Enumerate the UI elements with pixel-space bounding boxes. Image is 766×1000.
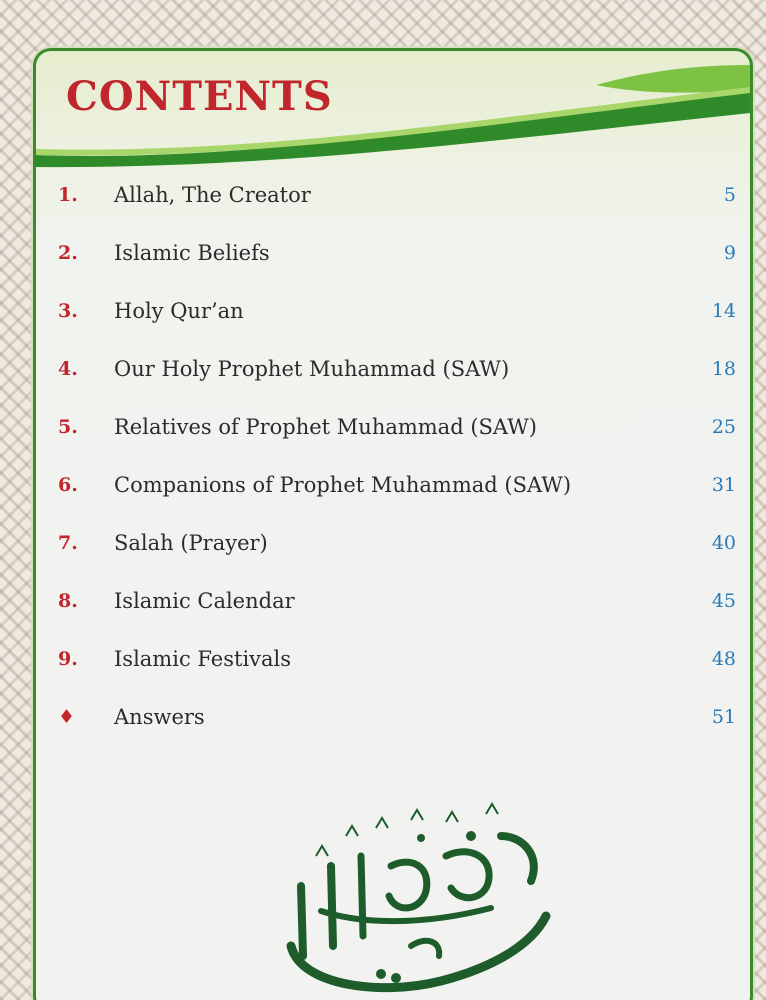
toc-entry-title: Our Holy Prophet Muhammad (SAW) xyxy=(114,357,510,381)
arabic-calligraphy-emblem-icon xyxy=(261,796,561,1000)
toc-entry-number: 5. xyxy=(58,416,78,438)
toc-entry-number: 9. xyxy=(58,648,78,670)
toc-entry xyxy=(36,349,750,389)
toc-entry xyxy=(36,291,750,331)
page-title: CONTENTS xyxy=(66,73,333,120)
toc-entry-title: Relatives of Prophet Muhammad (SAW) xyxy=(114,415,537,439)
toc-entry-page: 48 xyxy=(711,648,736,670)
toc-entry xyxy=(36,639,750,679)
toc-entry-page: 40 xyxy=(711,532,736,554)
toc-entry-number: 3. xyxy=(58,300,78,322)
contents-panel xyxy=(33,48,753,1000)
toc-entry-title: Allah, The Creator xyxy=(114,183,311,207)
toc-entry-page: 31 xyxy=(711,474,736,496)
toc-entry xyxy=(36,175,750,215)
toc-entry-page: 14 xyxy=(711,300,736,322)
diamond-bullet-icon: ♦ xyxy=(58,706,76,728)
toc-entry-title: Islamic Calendar xyxy=(114,589,295,613)
toc-entry-title: Islamic Beliefs xyxy=(114,241,270,265)
toc-entry-page: 25 xyxy=(711,416,736,438)
toc-entry-page: 9 xyxy=(723,242,736,264)
toc-entry-number: 4. xyxy=(58,358,78,380)
toc-entry xyxy=(36,697,750,737)
toc-entry-title: Answers xyxy=(114,705,205,729)
toc-entry-number: 8. xyxy=(58,590,78,612)
toc-entry xyxy=(36,523,750,563)
toc-entry-page: 51 xyxy=(711,706,736,728)
toc-entry-title: Companions of Prophet Muhammad (SAW) xyxy=(114,473,572,497)
toc-entry-number: 7. xyxy=(58,532,78,554)
toc-entry-page: 45 xyxy=(711,590,736,612)
toc-entry xyxy=(36,581,750,621)
toc-entry-title: Islamic Festivals xyxy=(114,647,292,671)
toc-entry-number: 6. xyxy=(58,474,78,496)
toc-entry-title: Salah (Prayer) xyxy=(114,531,268,555)
toc-entry-page: 18 xyxy=(711,358,736,380)
toc-entry-number: 1. xyxy=(58,184,78,206)
toc-entry xyxy=(36,233,750,273)
toc-entry-page: 5 xyxy=(723,184,736,206)
toc-entry-title: Holy Qur’an xyxy=(114,299,244,323)
toc-entry xyxy=(36,407,750,447)
toc-entry-number: 2. xyxy=(58,242,78,264)
toc-entry xyxy=(36,465,750,505)
